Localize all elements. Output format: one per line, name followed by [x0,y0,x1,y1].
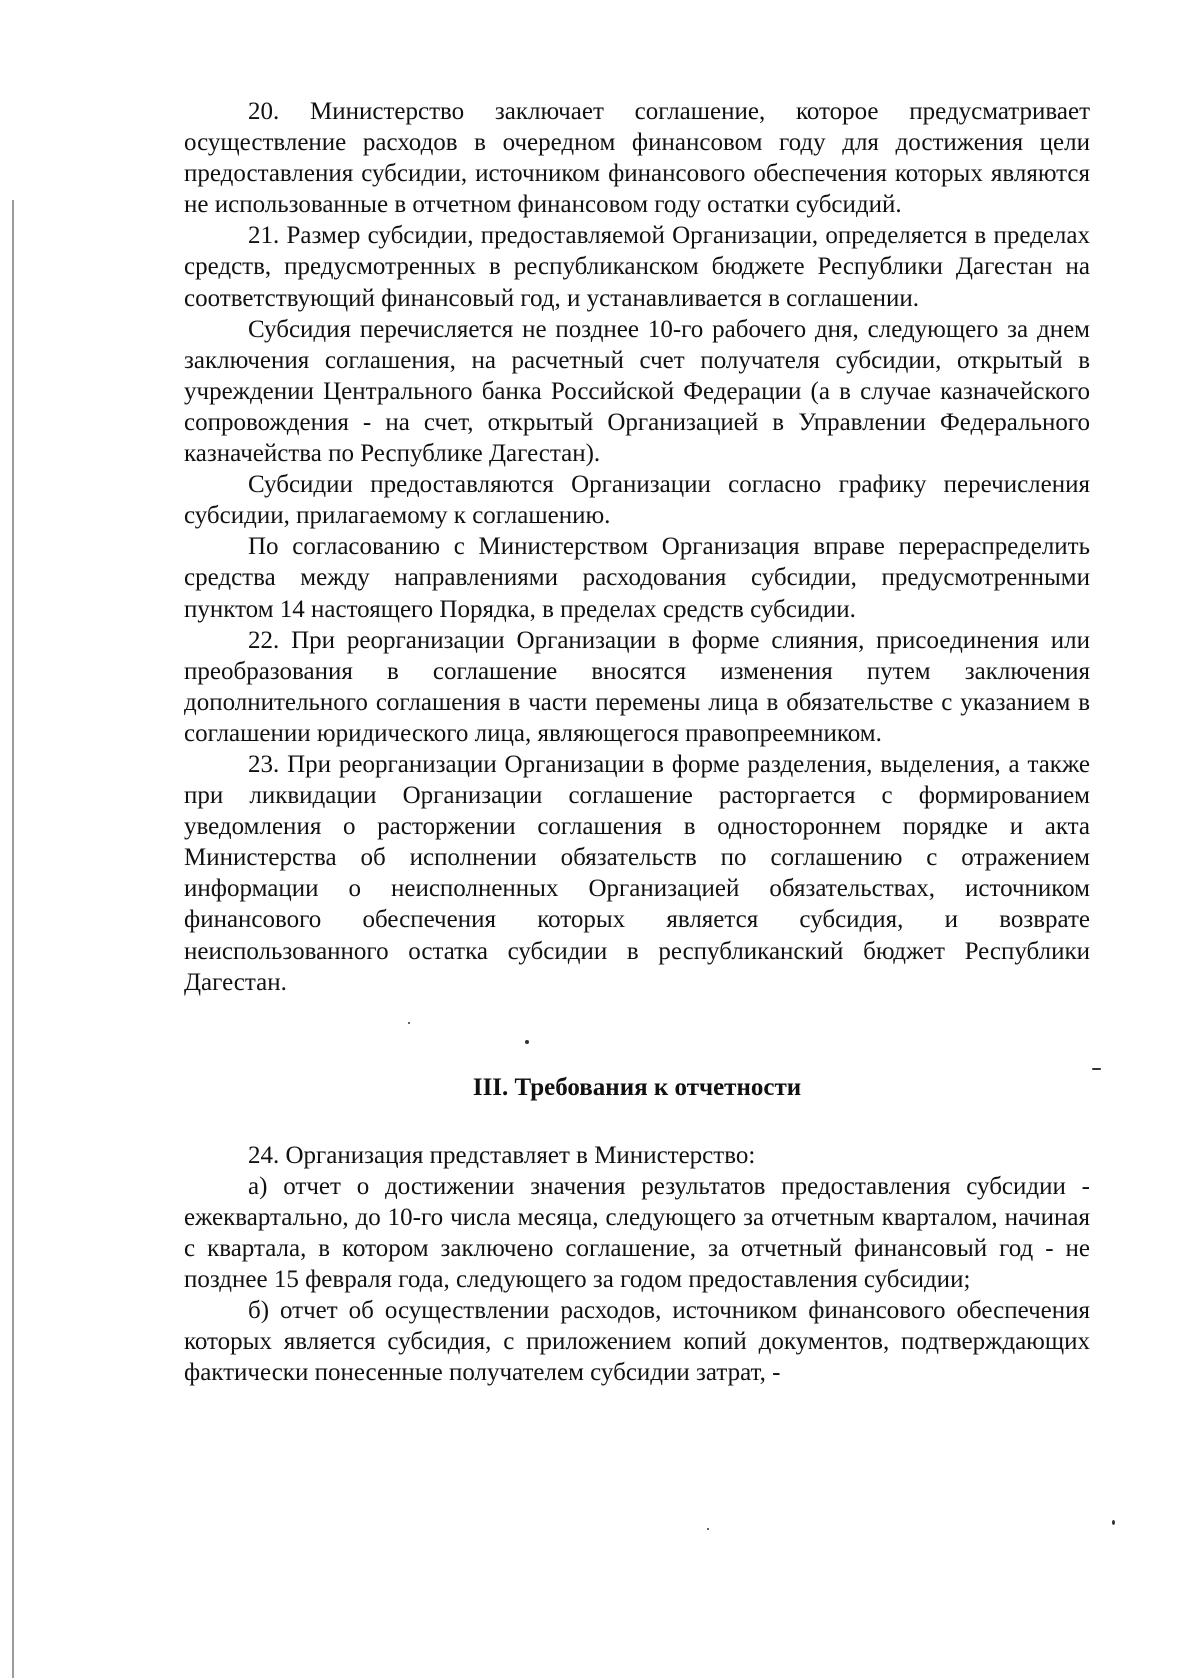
paragraph-21-schedule: Субсидии предоставляются Организации согласно графику перечисления субсидии, прилагаемому к соглашению. [184,471,1090,530]
paragraph-20: 20. Министерство заключает соглашение, которое предусматривает осуществление расходов в очередном финансовом году для достижения цели предоставления субсидии, источником финансового обеспечения которых являются не использованные в отчетном финансовом году остатки субсидий. [184,98,1090,219]
paragraph-21-redistribution: По согласованию с Министерством Организация вправе перераспределить средства между направлениями расходования субсидии, предусмотренными пунктом 14 настоящего Порядка, в пределах средств субсидии. [184,533,1090,623]
paragraph-24: 24. Организация представляет в Министерство: [248,1141,756,1169]
scan-speck [1092,1068,1101,1070]
paragraph-21-transfer: Субсидия перечисляется не позднее 10-го рабочего дня, следующего за днем заключения соглашения, на расчетный счет получателя субсидии, открытый в учреждении Центрального банка Российской Федерации (а в случае казначейского сопровождения - на счет, открытый Организацией в Управлении Федерального казначейства по Республике Дагестан). [184,315,1090,468]
scan-speck [707,1528,709,1530]
paragraph-21: 21. Размер субсидии, предоставляемой Организации, определяется в пределах средств, предусмотренных в республиканском бюджете Республики Дагестан на соответствующий финансовый год, и устанавливается в соглашении. [184,222,1090,312]
section-heading: III. Требования к отчетности [472,1073,802,1101]
paragraph-22: 22. При реорганизации Организации в форме слияния, присоединения или преобразования в соглашение вносятся изменения путем заключения дополнительного соглашения в части перемены лица в обязательстве с указанием в соглашении юридического лица, являющегося правопреемником. [184,626,1090,747]
document-body [184,96,1090,1389]
paragraph-24-a: а) отчет о достижении значения результатов предоставления субсидии - ежеквартально, до 10-го числа месяца, следующего за отчетным кварталом, начиная с квартала, в котором заключено соглашение, за отчетный финансовый год - не позднее 15 февраля года, следующего за годом предоставления субсидии; [184,1172,1090,1294]
scan-left-edge [12,200,14,1678]
paragraph-23: 23. При реорганизации Организации в форме разделения, выделения, а также при ликвидации Организации соглашение расторгается с формированием уведомления о расторжении соглашения в одностороннем порядке и акта Министерства об исполнении обязательств по соглашению с отражением информации о неисполненных Организацией обязательствах, источником финансового обеспечения которых является субсидия, и возврате неиспользованного остатка субсидии в республиканский бюджет Республики Дагестан. [184,750,1090,996]
paragraph-24-b: б) отчет об осуществлении расходов, источником финансового обеспечения которых является субсидия, с приложением копий документов, подтверждающих фактически понесенные получателем субсидии затрат, - [184,1297,1090,1387]
scan-speck [408,1022,410,1024]
scan-speck [525,1040,529,1044]
scan-speck [1112,1520,1115,1525]
